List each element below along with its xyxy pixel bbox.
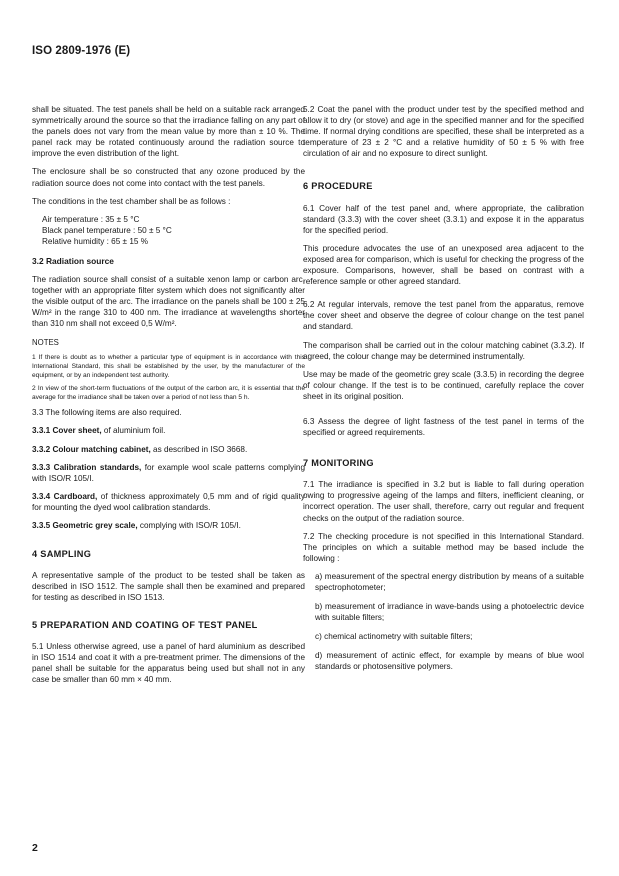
paragraph: Use may be made of the geometric grey scale (3.3.5) in recording the degree of colour change. If the test is to be continued, carefully replace the cover sheet in its original position.	[303, 369, 584, 401]
page-number: 2	[32, 842, 38, 854]
item-3-3-3	[32, 462, 305, 484]
item-3-3-2	[32, 444, 305, 455]
section-heading-4: 4 SAMPLING	[32, 549, 92, 560]
item-text: of thickness approximately 0,5 mm and of rigid quality for mounting the dyed wool calibration standards.	[32, 491, 305, 512]
list-item: b) measurement of irradiance in wave-bands using a photoelectric device with suitable filters;	[315, 602, 584, 623]
paragraph: 3.3 The following items are also required.	[32, 408, 182, 418]
item-title: 3.3.2 Colour matching cabinet,	[32, 444, 151, 454]
condition-relative-humidity: Relative humidity : 65 ± 15 %	[42, 236, 148, 246]
item-text: for example wool scale patterns complying with ISO/R 105/I.	[32, 462, 305, 483]
section-heading-3-2: 3.2 Radiation source	[32, 255, 114, 266]
section-heading-7: 7 MONITORING	[303, 458, 374, 469]
section-heading-6: 6 PROCEDURE	[303, 181, 373, 192]
item-title: 3.3.1 Cover sheet,	[32, 426, 102, 436]
paragraph: This procedure advocates the use of an unexposed area adjacent to the exposed area for comparison, which is useful for checking the progress of the exposure. Comparisons, however, shall be based on contrast with a reference sample or other agreed standard.	[303, 243, 584, 287]
paragraph: 6.3 Assess the degree of light fastness of the test panel in terms of the specified or agreed requirements.	[303, 416, 584, 438]
section-heading-5: 5 PREPARATION AND COATING OF TEST PANEL	[32, 619, 258, 630]
paragraph: The enclosure shall be so constructed that any ozone produced by the radiation source does not come into contact with the test panels.	[32, 167, 305, 188]
note: 2 In view of the short-term fluctuations of the output of the carbon arc, it is essential that the average for the irradiance shall be taken over a period of not less than 5 h.	[32, 385, 305, 401]
paragraph: 6.1 Cover half of the test panel and, where appropriate, the calibration standard (3.3.3) with the cover sheet (3.3.1) and expose it in the apparatus for the specified period.	[303, 203, 584, 235]
item-text: complying with ISO/R 105/I.	[137, 521, 241, 531]
paragraph: A representative sample of the product to be tested shall be taken as described in ISO 1512. The sample shall then be examined and prepared for testing as described in ISO 1513.	[32, 571, 305, 603]
paragraph: The comparison shall be carried out in the colour matching cabinet (3.3.2). If agreed, the colour change may be determined instrumentally.	[303, 340, 584, 361]
condition-black-panel-temperature: Black panel temperature : 50 ± 5 °C	[42, 225, 172, 235]
paragraph: 6.2 At regular intervals, remove the test panel from the apparatus, remove the cover sheet and observe the degree of colour change on the test panel and standard.	[303, 300, 584, 332]
test-conditions	[42, 214, 305, 247]
paragraph: 7.2 The checking procedure is not specified in this International Standard. The principles on which a suitable method may be based include the following :	[303, 531, 584, 563]
item-text: as described in ISO 3668.	[150, 444, 248, 454]
left-column	[32, 104, 305, 692]
paragraph: 7.1 The irradiance is specified in 3.2 but is liable to fall during operation owing to progressive ageing of the lamps and filters, inefficient cleaning, or incorrect operation. The user shall, therefore, carry out regular and frequent checks on the output of the radiation source.	[303, 480, 584, 523]
item-3-3-4	[32, 491, 305, 513]
paragraph: 5.2 Coat the panel with the product under test by the specified method and allow it to dry (or stove) and age in the specified manner and for the specified time. If normal drying conditions are specified, these shall be interpreted as a temperature of 23 ± 2 °C and a relative humidity of 50 ± 5 % with free circulation of air and no exposure to direct sunlight.	[303, 105, 584, 159]
item-title: 3.3.4 Cardboard,	[32, 491, 98, 501]
document-id: ISO 2809-1976 (E)	[32, 45, 131, 57]
item-3-3-1	[32, 425, 305, 436]
list-item: d) measurement of actinic effect, for example by means of blue wool standards or photosensitive polymers.	[315, 651, 584, 672]
paragraph: The radiation source shall consist of a suitable xenon lamp or carbon arc, together with an appropriate filter system which does not significantly alter the visible output of the arc. The irradiance on the panels shall be 100 ± 25 W/m² in the range 310 to 400 nm. The irradiance at wavelengths shorter than 310 nm shall not exceed 0,5 W/m².	[32, 274, 305, 329]
paragraph: The conditions in the test chamber shall be as follows :	[32, 196, 231, 206]
note: 1 If there is doubt as to whether a particular type of equipment is in accordance with this International Standard, this shall be established by the user, by the manufacturer of the equipment, or by an independent test authority.	[32, 354, 305, 379]
item-3-3-5	[32, 520, 305, 531]
item-title: 3.3.3 Calibration standards,	[32, 462, 142, 472]
list-item: a) measurement of the spectral energy distribution by means of a suitable spectrophotometer;	[315, 571, 584, 592]
item-text: of aluminium foil.	[101, 426, 166, 436]
item-title: 3.3.5 Geometric grey scale,	[32, 521, 138, 531]
list-item: c) chemical actinometry with suitable filters;	[315, 632, 473, 642]
right-column	[303, 104, 584, 681]
paragraph: 5.1 Unless otherwise agreed, use a panel of hard aluminium as described in ISO 1514 and coat it with a pre-treatment primer. The dimensions of the panel shall be suitable for the apparatus being used but shall not in any case be smaller than 60 mm × 40 mm.	[32, 641, 305, 684]
notes-heading: NOTES	[32, 338, 59, 348]
paragraph: shall be situated. The test panels shall be held on a suitable rack arranged symmetrically around the source so that the irradiance falling on any part of the panels does not vary from the mean value by more than ± 10 %. The panel rack may be rotated continuously around the radiation source to improve the even distribution of the light.	[32, 105, 305, 159]
condition-air-temperature: Air temperature : 35 ± 5 °C	[42, 214, 140, 224]
